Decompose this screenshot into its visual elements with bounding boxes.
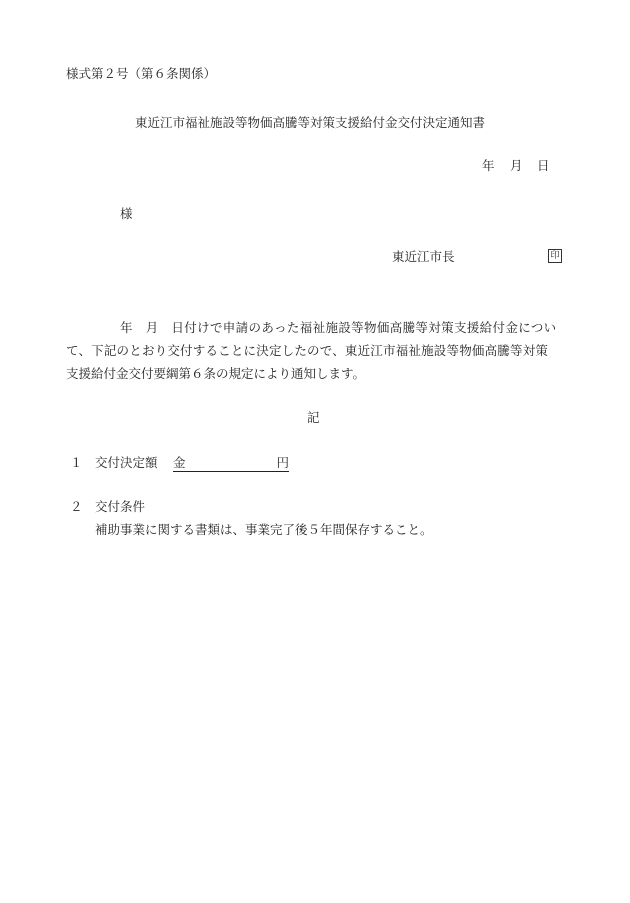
body-line-3: 支援給付金交付要綱第６条の規定により通知します。 bbox=[66, 366, 366, 381]
addressee-suffix: 様 bbox=[120, 206, 133, 221]
item-1-label: 交付決定額 bbox=[95, 455, 158, 470]
item-2-label: 交付条件 bbox=[95, 499, 146, 514]
amount-prefix: 金 bbox=[173, 455, 186, 470]
ki-heading: 記 bbox=[307, 410, 320, 425]
item-1-number: １ bbox=[70, 455, 83, 470]
body-line-1: 年 月 日付けで申請のあった福祉施設等物価高騰等対策支援給付金につい bbox=[120, 320, 557, 335]
amount-field bbox=[173, 455, 289, 472]
amount-suffix: 円 bbox=[276, 455, 289, 470]
document-title: 東近江市福祉施設等物価高騰等対策支援給付金交付決定通知書 bbox=[135, 115, 486, 130]
form-number: 様式第２号（第６条関係） bbox=[66, 66, 217, 81]
item-2-number: ２ bbox=[70, 499, 83, 514]
item-2-detail: 補助事業に関する書類は、事業完了後５年間保存すること。 bbox=[95, 522, 433, 537]
body-line-2: て、下記のとおり交付することに決定したので、東近江市福祉施設等物価高騰等対策 bbox=[66, 343, 549, 358]
date-month: 月 bbox=[510, 158, 523, 173]
issuer: 東近江市長 bbox=[392, 249, 455, 264]
date-day: 日 bbox=[537, 158, 550, 173]
date-year: 年 bbox=[482, 158, 495, 173]
seal-mark: 印 bbox=[548, 249, 562, 263]
